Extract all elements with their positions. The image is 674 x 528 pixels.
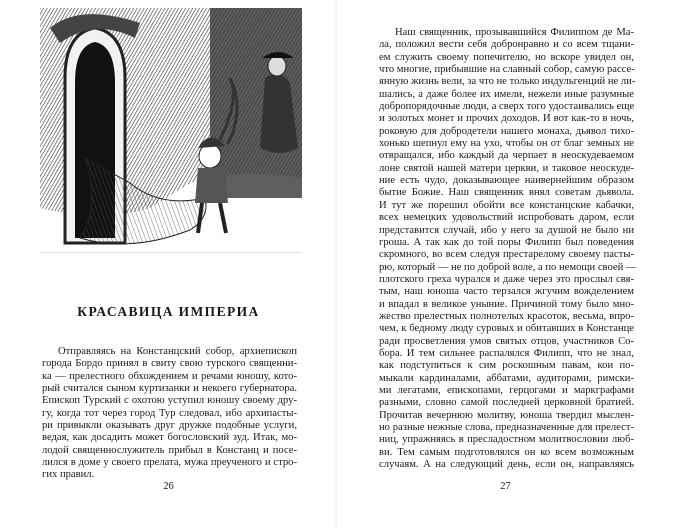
text-line: ла, положил вести себя добронравно и со всем тщани- — [379, 39, 634, 51]
text-line: гроша. А так как до той поры Филипп был поведения — [379, 236, 634, 248]
text-line: отвращался, ибо каждый да черпает в неоскудеваемом — [379, 150, 634, 162]
text-line: ви. Тем самым подготовлялся он ко всем возможным — [379, 446, 634, 458]
text-line: Наш священник, прозывавшийся Филиппом де Ма- — [395, 27, 634, 38]
text-line: ри привыкли оказывать друг дружке подобные услуги, — [42, 420, 297, 432]
text-line: как подступиться к сим роскошным павам, кои по- — [379, 360, 634, 372]
text-line: лодой священнослужитель прибыл в Констанц и посе- — [42, 444, 297, 456]
text-line: лоне святой нашей матери церкви, и таковое неоскуде- — [379, 162, 634, 174]
text-line: всех немецких удовольствий испробовать даром, если — [379, 212, 634, 224]
text-line: гих правил. — [42, 469, 95, 481]
text-line: жество прелестных полнотелых красоток, весьма, впро- — [379, 310, 634, 322]
text-line: рю, который — не по доброй воле, а по немощи своей — — [379, 261, 637, 273]
text-line: плотского греха чурался и даже через это прослыл свя- — [379, 273, 634, 285]
text-line: рый считался сыном куртизанки и некоего губернатора. — [42, 383, 297, 395]
chapter-title: КРАСАВИЦА ИМПЕРИА — [77, 304, 260, 319]
text-line: скромного, во всем следуя престарелому своему пасты- — [379, 249, 634, 261]
text-line: ради просветления умов святых отцов, участников Со- — [379, 335, 634, 347]
text-line: и золотых монет и прочих доходов. И вот как-то в ночь, — [379, 113, 634, 125]
text-line: роковую для добродетели нашего монаха, дьявол тихо- — [379, 125, 634, 137]
text-line: ние есть чудо, доказывающее наивернейшим образом — [379, 175, 634, 187]
text-line: ми легатами, епископами, герцогами и маркграфами — [379, 384, 634, 396]
text-line: представится случай, ибо у него за душой не было ни — [379, 224, 634, 236]
text-line: ем служить своему попечителю, но вскоре увидел он, — [379, 51, 634, 63]
text-line: лился в доме у своего прелата, мужа преученого и стро- — [42, 457, 297, 469]
text-line: ниц, упражняясь в пресладостном молитвословии люб- — [379, 434, 634, 446]
text-line: хонько шепнул ему на ухо, чтобы он от благ земных не — [379, 138, 634, 150]
text-line: бора. И тем сильнее распалялся Филипп, что не знал, — [379, 347, 634, 359]
right-page — [337, 0, 674, 528]
page-number-right: 27 — [500, 481, 511, 492]
text-line: И тут же порешил обойти все констанцские кабачки, — [379, 199, 634, 211]
text-line: тым, наш юноша часто терзался жгучим вожделением — [379, 286, 634, 298]
text-line: добропорядочные люди, а сверх того удостаивались еще — [379, 101, 635, 113]
text-line: случаям. А на следующий день, если он, направляясь — [379, 459, 634, 471]
text-line: что многие, прибывшие на славный собор, самую рассе- — [379, 64, 635, 76]
text-line: гу, когда тот через город Тур следовал, ибо архипасты- — [42, 407, 297, 419]
text-line: ведая, как досадить может богословский зуд. Итак, мо- — [42, 432, 297, 444]
text-line: ка — прелестного обхождением и речами юношу, кото- — [42, 370, 297, 382]
text-line: шались, а даже более их имели, нежели иные разумные — [379, 88, 634, 100]
text-line: мыкали кардиналами, аббатами, аудиторами, римски- — [379, 372, 634, 384]
text-line: янную жизнь вели, за что не только индульгенций не ли- — [379, 76, 636, 88]
text-line: разными, словно самой последней церковной братией. — [379, 397, 634, 409]
left-text-column — [42, 346, 297, 482]
text-line: города Бордо принял в свиту свою турского священни- — [42, 358, 297, 370]
page-number-left: 26 — [163, 481, 174, 492]
right-text-column — [379, 27, 637, 471]
text-line: Епископ Турский с охотою уступил юношу своему дру- — [42, 395, 297, 407]
text-line: но разные нежные слова, предназначенные для прелест- — [379, 422, 634, 433]
text-line: бытие Божие. Наш священник внял советам дьявола. — [379, 187, 634, 199]
engraving-illustration — [40, 8, 302, 253]
text-line: Отправляясь на Констанцский собор, архиепископ — [58, 346, 297, 357]
text-line: чем, к бедному люду суровых и обитавших в Констанце — [379, 323, 634, 335]
text-line: Прочитав вечернюю молитву, юноша твердил мыслен- — [379, 409, 634, 421]
text-line: и впадал в великое уныние. Причиной тому было мно- — [379, 298, 634, 310]
